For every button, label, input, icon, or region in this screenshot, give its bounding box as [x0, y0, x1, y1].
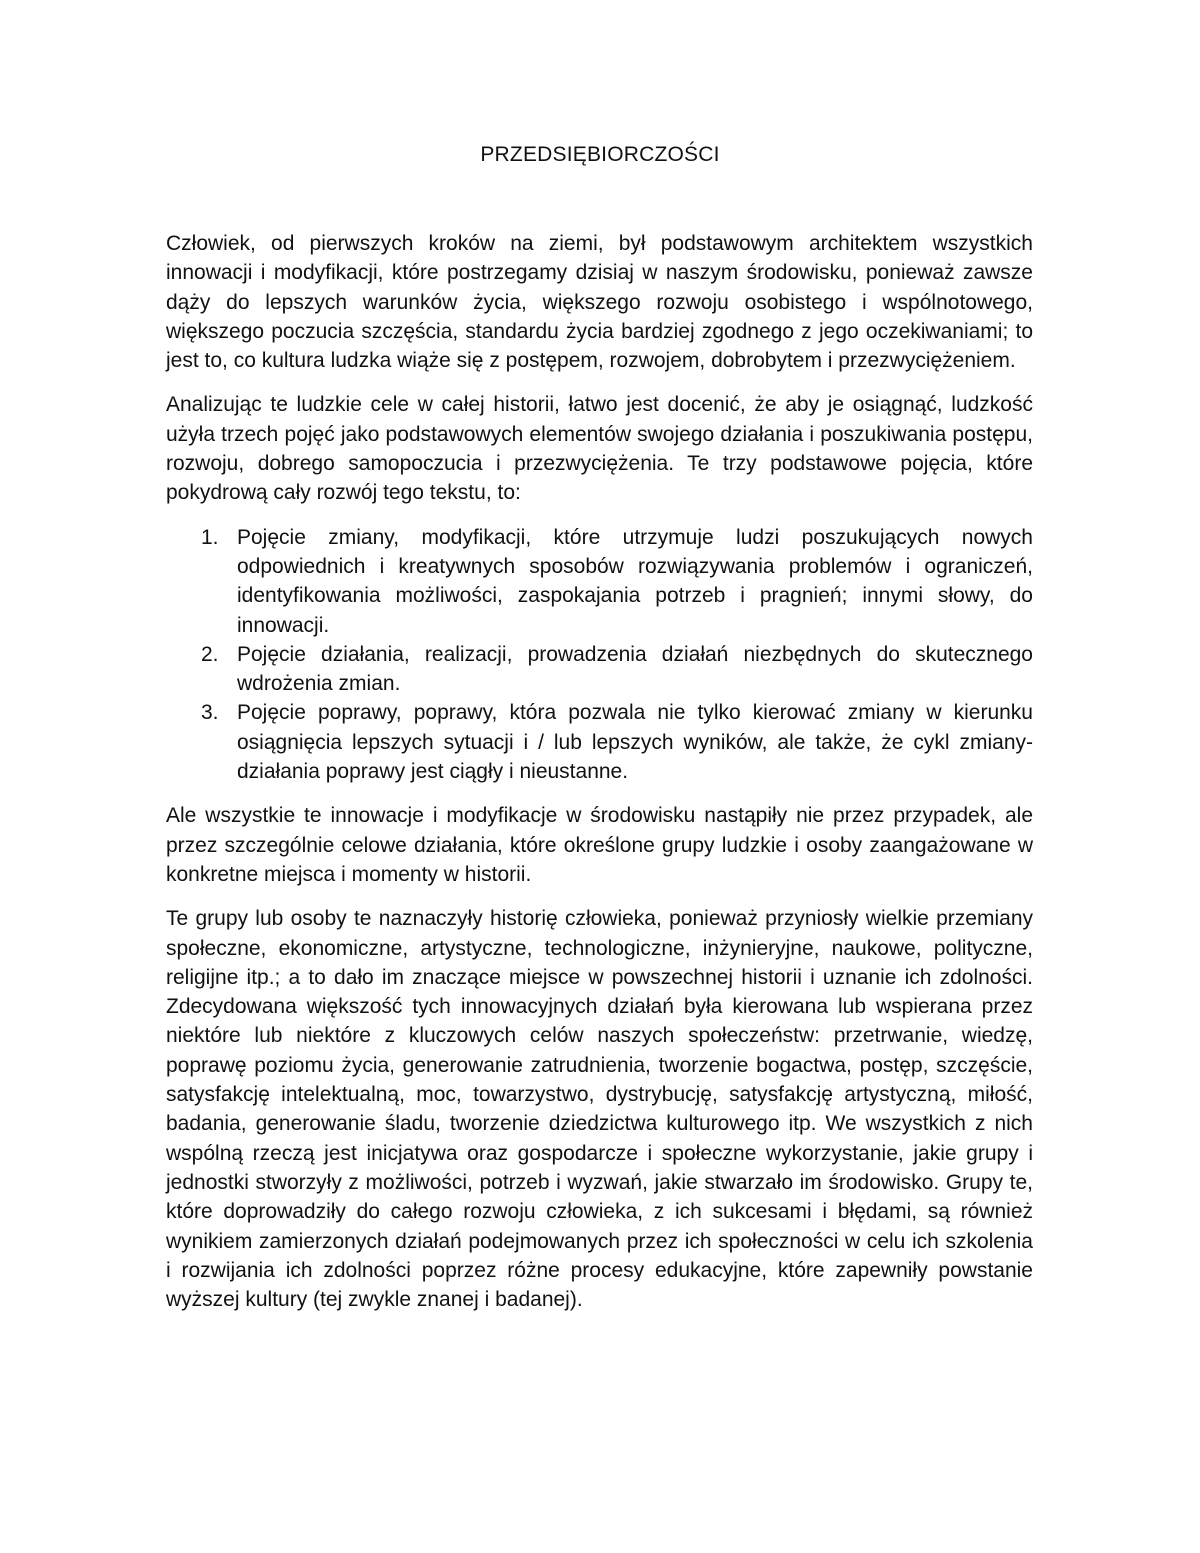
- list-item-text: Pojęcie działania, realizacji, prowadzenia działań niezbędnych do skutecznego wdrożenia zmian.: [237, 642, 1033, 696]
- list-item: [166, 698, 1033, 786]
- document-title: PRZEDSIĘBIORCZOŚCI: [480, 143, 720, 166]
- list-item-number: 2.: [201, 642, 219, 666]
- list-item-number: 1.: [201, 525, 219, 549]
- paragraph-1: Człowiek, od pierwszych kroków na ziemi, był podstawowym architektem wszystkich innowacji i modyfikacji, które postrzegamy dzisiaj w naszym środowisku, ponieważ zawsze dąży do lepszych warunków życia, większego rozwoju osobistego i wspólnotowego, większego poczucia szczęścia, standardu życia bardziej zgodnego z jego oczekiwaniami; to jest to, co kultura ludzka wiąże się z postępem, rozwojem, dobrobytem i przezwyciężeniem.: [166, 232, 1033, 373]
- list-item-number: 3.: [201, 701, 219, 725]
- paragraph-3: Ale wszystkie te innowacje i modyfikacje w środowisku nastąpiły nie przez przypadek, ale przez szczególnie celowe działania, które określone grupy ludzkie i osoby zaangażowane w konkretne miejsca i momenty w historii.: [166, 804, 1033, 886]
- list-item-text: Pojęcie poprawy, poprawy, która pozwala nie tylko kierować zmiany w kierunku osiągnięcia lepszych sytuacji i / lub lepszych wyników, ale także, że cykl zmiany-działania poprawy jest ciągły i nieustanne.: [237, 701, 1033, 784]
- numbered-list: [166, 523, 1033, 787]
- list-item-text: Pojęcie zmiany, modyfikacji, które utrzymuje ludzi poszukujących nowych odpowiednich i kreatywnych sposobów rozwiązywania problemów i ograniczeń, identyfikowania możliwości, zaspokajania potrzeb i pragnień; innymi słowy, do innowacji.: [237, 525, 1033, 637]
- paragraph-4: Te grupy lub osoby te naznaczyły historię człowieka, ponieważ przyniosły wielkie przemiany społeczne, ekonomiczne, artystyczne, technologiczne, inżynieryjne, naukowe, polityczne, religijne itp.; a to dało im znaczące miejsce w powszechnej historii i uznanie ich zdolności. Zdecydowana większość tych innowacyjnych działań była kierowana lub wspierana przez niektóre lub niektóre z kluczowych celów naszych społeczeństw: przetrwanie, wiedzę, poprawę poziomu życia, generowanie zatrudnienia, tworzenie bogactwa, postęp, szczęście, satysfakcję intelektualną, moc, towarzystwo, dystrybucję, satysfakcję artystyczną, miłość, badania, generowanie śladu, tworzenie dziedzictwa kulturowego itp. We wszystkich z nich wspólną rzeczą jest inicjatywa oraz gospodarcze i społeczne wykorzystanie, jakie grupy i jednostki stworzyły z możliwości, potrzeb i wyzwań, jakie stwarzało im środowisko. Grupy te, które doprowadziły do całego rozwoju człowieka, z ich sukcesami i błędami, są również wynikiem zamierzonych działań podejmowanych przez ich społeczności w celu ich szkolenia i rozwijania ich zdolności poprzez różne procesy edukacyjne, które zapewniły powstanie wyższej kultury (tej zwykle znanej i badanej).: [166, 907, 1033, 1312]
- list-item: [166, 523, 1033, 640]
- document-body: [166, 229, 1033, 1329]
- list-item: [166, 640, 1033, 699]
- paragraph-2: Analizując te ludzkie cele w całej historii, łatwo jest docenić, że aby je osiągnąć, ludzkość użyła trzech pojęć jako podstawowych elementów swojego działania i poszukiwania postępu, rozwoju, dobrego samopoczucia i przezwyciężenia. Te trzy podstawowe pojęcia, które pokydrową cały rozwój tego tekstu, to:: [166, 393, 1033, 505]
